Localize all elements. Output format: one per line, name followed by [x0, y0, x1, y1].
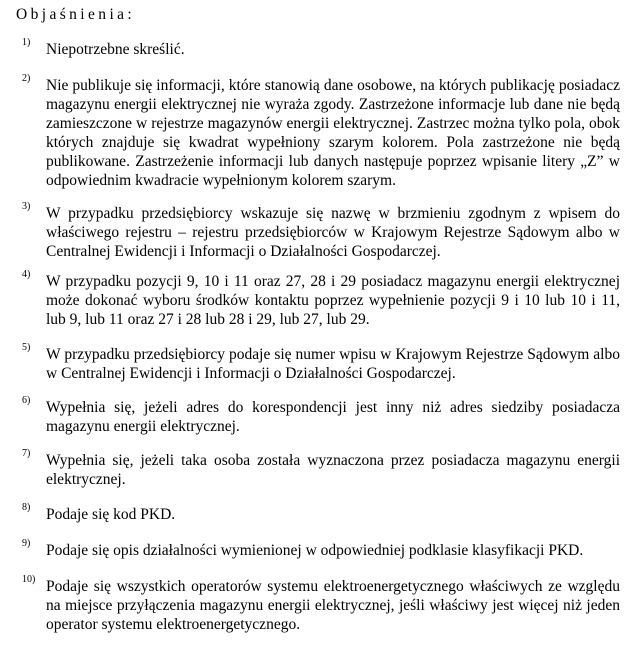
footnote-6	[22, 395, 620, 436]
footnote-text: Niepotrzebne skreślić.	[46, 41, 185, 58]
footnote-1	[22, 37, 620, 59]
footnote-number: 10)	[22, 574, 36, 585]
footnote-number: 6)	[22, 395, 31, 406]
footnote-number: 7)	[22, 448, 31, 459]
explanations-heading: Objaśnienia:	[16, 6, 136, 23]
footnote-text: Wypełnia się, jeżeli taka osoba została wyznaczona przez posiadacza magazynu energii elektrycznej.	[46, 452, 620, 488]
footnote-number: 3)	[22, 201, 31, 212]
footnote-5	[22, 342, 620, 383]
footnote-7	[22, 448, 620, 489]
footnote-text: Podaje się opis działalności wymienionej w odpowiedniej podklasie klasyfikacji PKD.	[46, 542, 584, 559]
footnote-text: W przypadku przedsiębiorcy podaje się numer wpisu w Krajowym Rejestrze Sądowym albo w Centralnej Ewidencji i Informacji o Działalności Gospodarczej.	[46, 346, 620, 382]
footnote-text: Podaje się wszystkich operatorów systemu elektroenergetycznego właściwych ze względu na miejsce przyłączenia magazynu energii elektrycznej, jeśli właściwy jest więcej niż jeden operator systemu elektroenergetycznego.	[46, 578, 620, 633]
footnote-number: 8)	[22, 502, 31, 513]
footnote-number: 9)	[22, 538, 31, 549]
footnote-number: 1)	[22, 37, 31, 48]
footnote-4	[22, 269, 620, 329]
footnote-8	[22, 502, 620, 524]
footnote-text: W przypadku pozycji 9, 10 i 11 oraz 27, 28 i 29 posiadacz magazynu energii elektrycznej może dokonać wyboru środków kontaktu poprzez wypełnienie pozycji 9 i 10 lub 10 i 11, lub 9, lub 11 oraz 27 i 28 lub 28 i 29, lub 27, lub 29.	[46, 273, 620, 328]
footnote-9	[22, 538, 620, 560]
footnote-text: W przypadku przedsiębiorcy wskazuje się nazwę w brzmieniu zgodnym z wpisem do właściwego rejestru – rejestru przedsiębiorców w Krajowym Rejestrze Sądowym albo w Centralnej Ewidencji i Informacji o Działalności Gospodarczej.	[46, 205, 620, 260]
footnote-number: 4)	[22, 269, 31, 280]
footnote-2	[22, 73, 620, 190]
footnote-text: Wypełnia się, jeżeli adres do korespondencji jest inny niż adres siedziby posiadacza magazynu energii elektrycznej.	[46, 399, 620, 435]
footnote-3	[22, 201, 620, 261]
footnote-number: 2)	[22, 73, 31, 84]
footnote-text: Podaje się kod PKD.	[46, 506, 176, 523]
footnote-text: Nie publikuje się informacji, które stanowią dane osobowe, na których publikację posiadacz magazynu energii elektrycznej nie wyraża zgody. Zastrzeżone informacje lub dane nie będą zamieszczone w rejestrze magazynów energii elektrycznej. Zastrzec można tylko pola, obok których znajduje się kwadrat wypełniony szarym kolorem. Pola zastrzeżone nie będą publikowane. Zastrzeżenie informacji lub danych następuje poprzez wpisanie litery „Z” w odpowiednim kwadracie wypełnionym kolorem szarym.	[46, 77, 620, 189]
footnote-number: 5)	[22, 342, 31, 353]
footnote-10	[22, 574, 620, 634]
